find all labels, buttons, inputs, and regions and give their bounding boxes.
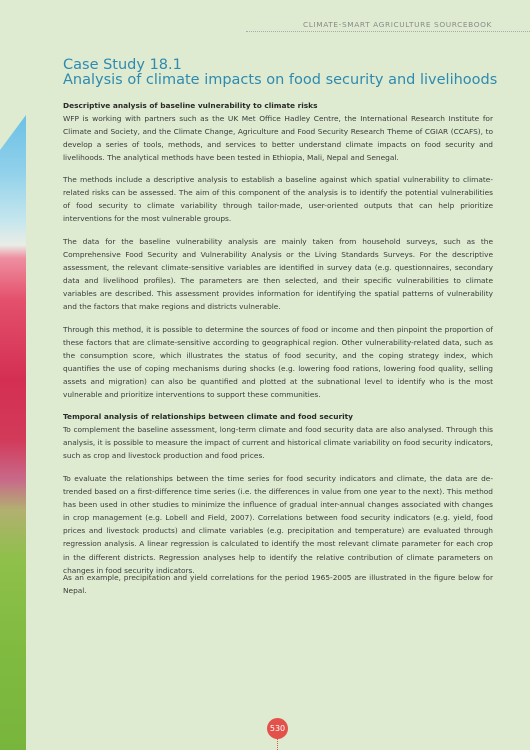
page-number: 530	[267, 718, 288, 739]
paragraph-baseline-1: WFP is working with partners such as the UK Met Office Hadley Centre, the International Research Institute for Climate and Society, and the Climate Change, Agriculture and Food Security Research Theme of CGIAR (CCAFS), to develop a series of tools, methods, and services to better understand climate impacts on food security and livelihoods. The analytical methods have been tested in Ethiopia, Mali, Nepal and Senegal.	[63, 114, 493, 163]
case-study-number: Case Study 18.1	[63, 57, 182, 73]
paragraph-temporal-1: To complement the baseline assessment, long-term climate and food security data are also analysed. Through this analysis, it is possible to measure the impact of current and historical climate variability on food security indicators, such as crop and livestock production and food prices.	[63, 425, 493, 461]
paragraph-temporal-3: As an example, precipitation and yield correlations for the period 1965-2005 are illustrated in the figure below for Nepal.	[63, 573, 493, 596]
paragraph-baseline-3: The data for the baseline vulnerability analysis are mainly taken from household surveys, such as the Comprehensive Food Security and Vulnerability Analysis or the Living Standards Surveys. For the descriptive assessment, the relevant climate-sensitive variables are identified in survey data (e.g. questionnaires, secondary data and livelihood profiles). The parameters are then selected, and their specific vulnerabilities to climate variables are described. This assessment provides information for identifying the spatial patterns of vulnerability and the factors that make regions and districts vulnerable.	[63, 237, 493, 312]
page-number-dotted-line	[277, 739, 278, 750]
paragraph-baseline-2: The methods include a descriptive analysis to establish a baseline against which spatial vulnerability to climate-related risks can be assessed. The aim of this component of the analysis is to identify the potential vulnerabilities of food security to climate variability through tailor-made, user-oriented outputs that can help prioritize interventions for the most vulnerable groups.	[63, 175, 493, 224]
paragraph-baseline-4: Through this method, it is possible to determine the sources of food or income and then pinpoint the proportion of these factors that are climate-sensitive according to geographical region. Other vulnerability-related data, such as the consumption score, which illustrates the status of food security, and the coping strategy index, which quantifies the use of coping mechanisms during shocks (e.g. lowering food rations, lowering food quality, selling assets and migration) can also be quantified and plotted at the subnational level to identify who is the most vulnerable and prioritize interventions to support these communities.	[63, 325, 493, 400]
running-head: CLIMATE-SMART AGRICULTURE SOURCEBOOK	[302, 20, 492, 29]
section-heading-baseline: Descriptive analysis of baseline vulnerability to climate risks	[63, 101, 318, 110]
running-head-rule	[246, 31, 530, 32]
case-study-title: Analysis of climate impacts on food security and livelihoods	[63, 72, 498, 88]
section-heading-temporal: Temporal analysis of relationships between climate and food security	[63, 412, 353, 421]
paragraph-temporal-2: To evaluate the relationships between the time series for food security indicators and climate, the data are de-trended based on a first-difference time series (i.e. the differences in value from one year to the next). This method has been used in other studies to minimize the influence of gradual inter-annual changes associated with changes in crop management (e.g. Lobell and Field, 2007). Correlations between food security indicators (e.g. yield, food prices and livestock products) and climate variables (e.g. precipitation and temperature) are evaluated through regression analysis. A linear regression is calculated to identify the most relevant climate parameter for each crop in the different districts. Regression analyses help to identify the relative contribution of climate parameters on changes in food security indicators.	[63, 474, 493, 575]
